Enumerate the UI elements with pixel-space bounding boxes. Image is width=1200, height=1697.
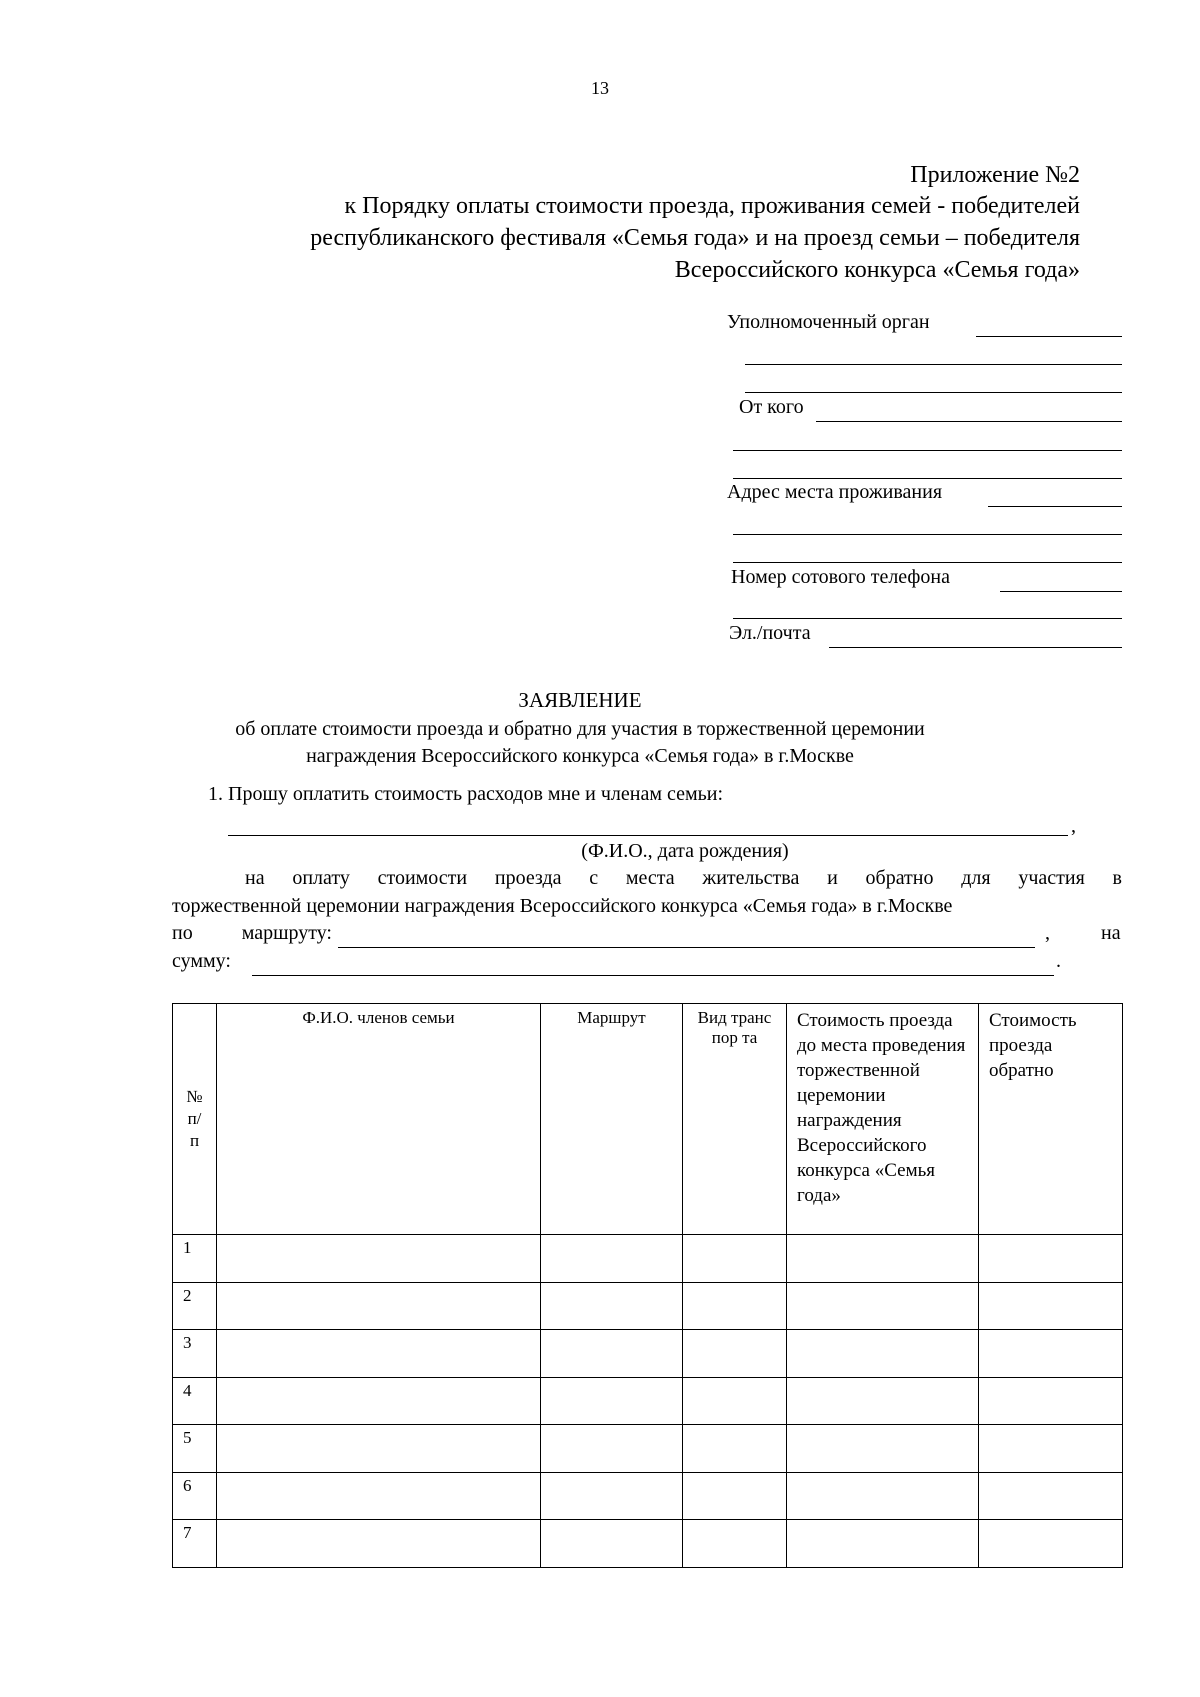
- cell-cost-back[interactable]: [979, 1425, 1123, 1473]
- cell-transport[interactable]: [683, 1330, 787, 1378]
- row-number: 2: [173, 1283, 217, 1330]
- cell-cost-to[interactable]: [787, 1283, 979, 1330]
- cell-fio[interactable]: [217, 1378, 541, 1425]
- cell-route[interactable]: [541, 1378, 683, 1425]
- statement-title: ЗАЯВЛЕНИЕ: [518, 688, 642, 712]
- page-number: 13: [591, 78, 609, 98]
- fio-caption: (Ф.И.О., дата рождения): [581, 840, 789, 862]
- sum-label: сумму:: [172, 950, 231, 972]
- table-row: [173, 1473, 1123, 1520]
- email-label: Эл./почта: [729, 622, 811, 644]
- cell-route[interactable]: [541, 1330, 683, 1378]
- cell-transport[interactable]: [683, 1378, 787, 1425]
- cell-route[interactable]: [541, 1473, 683, 1520]
- cell-cost-to[interactable]: [787, 1520, 979, 1568]
- header-transport: Вид транспор та: [683, 1004, 787, 1235]
- cell-cost-back[interactable]: [979, 1378, 1123, 1425]
- cell-cost-to[interactable]: [787, 1378, 979, 1425]
- cell-route[interactable]: [541, 1283, 683, 1330]
- family-members-table: [172, 1003, 1123, 1568]
- cell-route[interactable]: [541, 1425, 683, 1473]
- header-cost-back: Стоимость проезда обратно: [979, 1004, 1123, 1235]
- authority-label: Уполномоченный орган: [727, 311, 930, 333]
- payment-paragraph-line-1: на оплату стоимости проезда с места жительства и обратно для участия в: [245, 867, 1122, 889]
- cell-fio[interactable]: [217, 1520, 541, 1568]
- email-input-line[interactable]: [829, 647, 1122, 648]
- cell-transport[interactable]: [683, 1235, 787, 1283]
- authority-input-line-3[interactable]: [745, 392, 1122, 393]
- cell-transport[interactable]: [683, 1283, 787, 1330]
- cell-fio[interactable]: [217, 1473, 541, 1520]
- authority-input-line-2[interactable]: [745, 364, 1122, 365]
- cell-cost-to[interactable]: [787, 1330, 979, 1378]
- route-comma: ,: [1045, 922, 1050, 944]
- route-input-line[interactable]: [338, 947, 1035, 948]
- address-input-line-3[interactable]: [733, 562, 1122, 563]
- header-route: Маршрут: [541, 1004, 683, 1235]
- route-label: по маршруту:: [172, 922, 332, 944]
- appendix-line-3: Всероссийского конкурса «Семья года»: [674, 257, 1080, 283]
- payment-paragraph-line-2: торжественной церемонии награждения Всероссийского конкурса «Семья года» в г.Москве: [172, 895, 953, 917]
- cell-route[interactable]: [541, 1520, 683, 1568]
- phone-input-line[interactable]: [1000, 591, 1122, 592]
- sum-end: .: [1056, 950, 1061, 972]
- table-row: [173, 1235, 1123, 1283]
- address-input-line[interactable]: [988, 506, 1122, 507]
- cell-cost-back[interactable]: [979, 1283, 1123, 1330]
- row-number: 5: [173, 1425, 217, 1473]
- route-to: на: [1101, 922, 1121, 944]
- address-input-line-2[interactable]: [733, 534, 1122, 535]
- table-row: [173, 1520, 1123, 1568]
- cell-cost-back[interactable]: [979, 1330, 1123, 1378]
- appendix-line-2: республиканского фестиваля «Семья года» и на проезд семьи – победителя: [310, 225, 1080, 251]
- request-item-1: 1. Прошу оплатить стоимость расходов мне и членам семьи:: [208, 783, 724, 805]
- phone-label: Номер сотового телефона: [731, 566, 950, 588]
- row-number: 6: [173, 1473, 217, 1520]
- cell-cost-to[interactable]: [787, 1425, 979, 1473]
- sum-input-line[interactable]: [252, 975, 1054, 976]
- header-num: № п/ п: [173, 1004, 217, 1235]
- from-input-line-3[interactable]: [733, 478, 1122, 479]
- cell-transport[interactable]: [683, 1425, 787, 1473]
- cell-cost-back[interactable]: [979, 1473, 1123, 1520]
- from-label: От кого: [739, 396, 804, 418]
- cell-cost-to[interactable]: [787, 1235, 979, 1283]
- table-row: [173, 1283, 1123, 1330]
- fio-comma: ,: [1071, 815, 1076, 837]
- cell-route[interactable]: [541, 1235, 683, 1283]
- cell-fio[interactable]: [217, 1425, 541, 1473]
- address-label: Адрес места проживания: [727, 481, 943, 503]
- authority-input-line[interactable]: [976, 336, 1122, 337]
- cell-fio[interactable]: [217, 1235, 541, 1283]
- table-row: [173, 1425, 1123, 1473]
- appendix-line-1: к Порядку оплаты стоимости проезда, проживания семей - победителей: [344, 193, 1080, 219]
- row-number: 3: [173, 1330, 217, 1378]
- header-cost-to: Стоимость проезда до места проведения торжественной церемонии награждения Всероссийского конкурса «Семья года»: [787, 1004, 979, 1235]
- fio-input-line[interactable]: [228, 835, 1068, 836]
- cell-fio[interactable]: [217, 1330, 541, 1378]
- row-number: 4: [173, 1378, 217, 1425]
- cell-transport[interactable]: [683, 1520, 787, 1568]
- row-number: 7: [173, 1520, 217, 1568]
- cell-fio[interactable]: [217, 1283, 541, 1330]
- table-row: [173, 1378, 1123, 1425]
- cell-transport[interactable]: [683, 1473, 787, 1520]
- from-input-line[interactable]: [816, 421, 1122, 422]
- cell-cost-to[interactable]: [787, 1473, 979, 1520]
- header-fio: Ф.И.О. членов семьи: [217, 1004, 541, 1235]
- row-number: 1: [173, 1235, 217, 1283]
- table-row: [173, 1330, 1123, 1378]
- appendix-title: Приложение №2: [910, 162, 1080, 188]
- from-input-line-2[interactable]: [733, 450, 1122, 451]
- phone-input-line-2[interactable]: [733, 618, 1122, 619]
- statement-subtitle-2: награждения Всероссийского конкурса «Семья года» в г.Москве: [306, 745, 854, 767]
- cell-cost-back[interactable]: [979, 1520, 1123, 1568]
- cell-cost-back[interactable]: [979, 1235, 1123, 1283]
- table-header-row: [173, 1004, 1123, 1235]
- statement-subtitle-1: об оплате стоимости проезда и обратно для участия в торжественной церемонии: [235, 718, 925, 740]
